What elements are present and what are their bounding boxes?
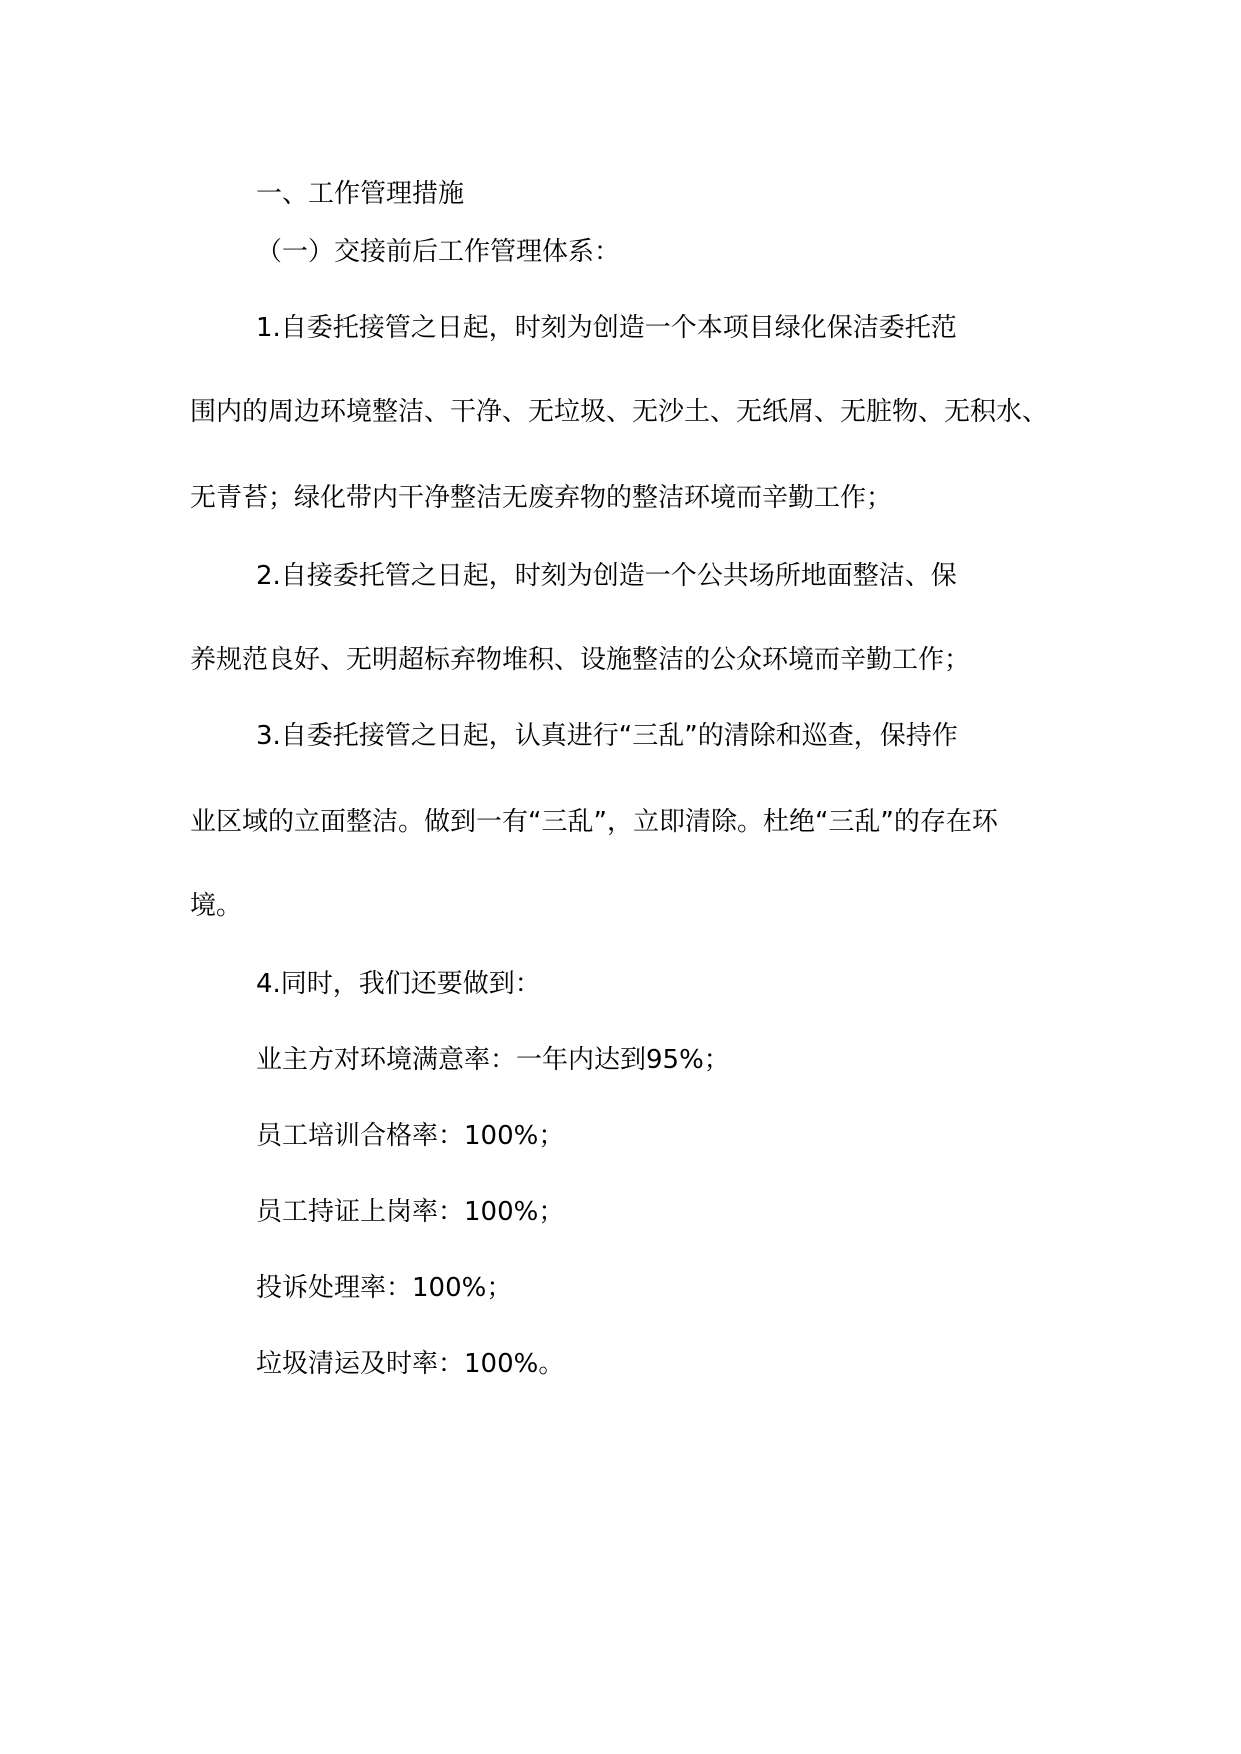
item-1-line-2: 围内的周边环境整洁、干净、无垃圾、无沙土、无纸屑、无脏物、无积水、 [190, 397, 1049, 427]
item-2-line-1: 2.自接委托管之日起，时刻为创造一个公共场所地面整洁、保 [256, 561, 957, 591]
item-1-line-3: 无青苔；绿化带内干净整洁无废弃物的整洁环境而辛勤工作； [190, 483, 893, 513]
target-certification: 员工持证上岗率：100%； [256, 1197, 565, 1227]
target-satisfaction: 业主方对环境满意率：一年内达到95%； [256, 1045, 730, 1075]
item-4-line-1: 4.同时，我们还要做到： [256, 969, 541, 999]
target-training: 员工培训合格率：100%； [256, 1121, 565, 1151]
item-2-line-2: 养规范良好、无明超标弃物堆积、设施整洁的公众环境而辛勤工作； [190, 645, 971, 675]
section-heading: 一、工作管理措施 [256, 179, 465, 209]
item-3-line-1: 3.自委托接管之日起，认真进行“三乱”的清除和巡查，保持作 [256, 721, 958, 751]
target-complaint-handling: 投诉处理率：100%； [256, 1273, 513, 1303]
section-subheading: （一）交接前后工作管理体系： [256, 237, 621, 267]
item-3-line-3: 境。 [190, 891, 243, 921]
target-garbage-removal: 垃圾清运及时率：100%。 [256, 1349, 565, 1379]
item-1-line-1: 1.自委托接管之日起，时刻为创造一个本项目绿化保洁委托范 [256, 313, 957, 343]
item-3-line-2: 业区域的立面整洁。做到一有“三乱”，立即清除。杜绝“三乱”的存在环 [190, 807, 998, 837]
